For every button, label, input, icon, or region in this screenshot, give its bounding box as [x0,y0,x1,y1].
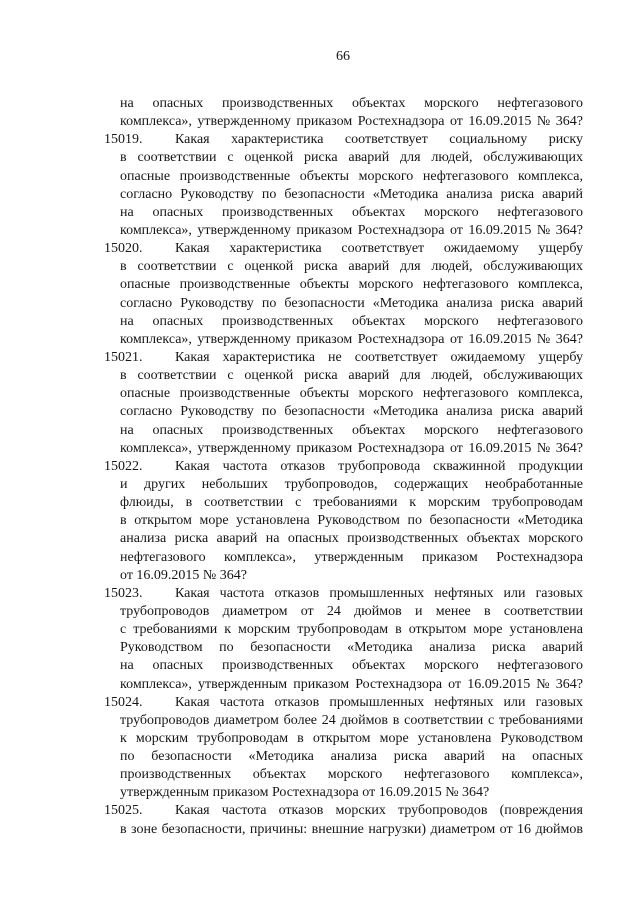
question-number: 15021. [104,349,143,365]
question-text-line: согласно Руководству по безопасности «Методика анализа риска аварий [120,186,583,202]
question-text-line: в соответствии с оценкой риска аварий для людей, обслуживающих [120,259,583,275]
text-line [0,204,640,222]
question-text-line: Какая частота отказов промышленных нефтяных или газовых [175,694,583,710]
text-line [0,403,640,421]
question-item [0,349,640,458]
question-text-line: Какая характеристика соответствует социальному риску [175,132,583,148]
question-text-line: опасные производственные объекты морского нефтегазового комплекса, [120,386,583,402]
text-line [0,766,640,784]
text-line [0,621,640,639]
question-text-line: Какая характеристика не соответствует ожидаемому ущербу [175,349,583,365]
question-text-line: производственных объектах морского нефтегазового комплекса», [120,767,583,783]
text-line [0,585,640,603]
text-line [0,440,640,458]
question-text-line: согласно Руководству по безопасности «Методика анализа риска аварий [120,404,583,420]
question-text-line: и других небольших трубопроводов, содержащих необработанные [120,476,583,492]
text-line [0,657,640,675]
text-line [0,712,640,730]
question-text-line: нефтегазового комплекса», утвержденным приказом Ростехнадзора [120,549,583,565]
question-number: 15023. [104,585,143,601]
text-line [0,476,640,494]
question-number: 15025. [104,803,143,819]
question-text-line: на опасных производственных объектах морского нефтегазового [120,422,583,438]
question-text-line: на опасных производственных объектах морского нефтегазового [120,204,583,220]
question-text-line: комплекса», утвержденным приказом Ростехнадзора от 16.09.2015 № 364? [120,676,583,692]
question-text-line: в зоне безопасности, причины: внешние нагрузки) диаметром от 16 дюймов [120,821,583,837]
question-text-line: опасные производственные объекты морского нефтегазового комплекса, [120,277,583,293]
question-number: 15024. [104,694,143,710]
question-number: 15020. [104,241,143,257]
text-line [0,549,640,567]
question-text-line: на опасных производственных объектах морского нефтегазового [120,313,583,329]
text-line [0,802,640,820]
question-text-line: в соответствии с оценкой риска аварий для людей, обслуживающих [120,368,583,384]
question-text-line: анализа риска аварий на опасных производственных объектах морского [120,531,583,547]
question-text-line: Какая частота отказов промышленных нефтяных или газовых [175,585,583,601]
question-text-line: в открытом море установлена Руководством по безопасности «Методика [120,513,583,529]
text-line [0,131,640,149]
text-line [0,168,640,186]
text-line [0,313,640,331]
question-text-line: от 16.09.2015 № 364? [120,567,248,583]
question-text-line: по безопасности «Методика анализа риска аварий на опасных [120,749,583,765]
question-item [0,131,640,240]
question-text-line: трубопроводов диаметром более 24 дюймов в соответствии с требованиями [120,712,583,728]
text-line [0,784,640,802]
text-line [0,367,640,385]
text-line [0,567,640,585]
question-text-line: Какая частота отказов морских трубопроводов (повреждения [175,803,583,819]
question-text-line: в соответствии с оценкой риска аварий для людей, обслуживающих [120,150,583,166]
question-text-line: флюиды, в соответствии с требованиями к морским трубопроводам [120,495,583,511]
question-text-line: с требованиями к морским трубопроводам в открытом море установлена [120,622,583,638]
text-line [0,639,640,657]
continuation-paragraph [0,95,640,131]
text-line [0,730,640,748]
text-line [0,422,640,440]
question-text-line: на опасных производственных объектах морского нефтегазового [120,658,583,674]
text-line [0,530,640,548]
text-line [0,512,640,530]
text-line [0,95,640,113]
text-line [0,748,640,766]
text-line [0,240,640,258]
text-line [0,149,640,167]
text-line [0,331,640,349]
text-line [0,676,640,694]
question-item [0,458,640,585]
question-item [0,694,640,803]
question-text-line: комплекса», утвержденному приказом Ростехнадзора от 16.09.2015 № 364? [120,222,583,238]
question-item [0,585,640,694]
question-item [0,240,640,349]
text-line [0,113,640,131]
continuation-line: на опасных производственных объектах морского нефтегазового [120,96,583,111]
question-text-line: Какая характеристика соответствует ожидаемому ущербу [175,241,583,257]
text-line [0,385,640,403]
question-text-line: комплекса», утвержденному приказом Ростехнадзора от 16.09.2015 № 364? [120,440,583,456]
text-line [0,222,640,240]
question-text-line: опасные производственные объекты морского нефтегазового комплекса, [120,168,583,184]
question-text-line: утвержденным приказом Ростехнадзора от 16.09.2015 № 364? [120,785,490,801]
text-line [0,349,640,367]
question-text-line: Какая частота отказов трубопровода скважинной продукции [175,458,583,474]
text-line [0,258,640,276]
text-line [0,458,640,476]
question-item [0,802,640,838]
text-line [0,821,640,839]
continuation-line: комплекса», утвержденному приказом Ростехнадзора от 16.09.2015 № 364? [120,114,583,130]
text-line [0,186,640,204]
text-line [0,694,640,712]
text-line [0,276,640,294]
text-line [0,295,640,313]
page-number: 66 [336,49,350,64]
question-text-line: к морским трубопроводам в открытом море установлена Руководством [120,730,583,746]
text-line [0,494,640,512]
question-text-line: согласно Руководству по безопасности «Методика анализа риска аварий [120,295,583,311]
text-line [0,603,640,621]
question-text-line: комплекса», утвержденному приказом Ростехнадзора от 16.09.2015 № 364? [120,331,583,347]
question-number: 15022. [104,458,143,474]
question-text-line: Руководством по безопасности «Методика анализа риска аварий [120,640,583,656]
question-number: 15019. [104,132,143,148]
question-text-line: трубопроводов диаметром от 24 дюймов и менее в соответствии [120,603,583,619]
document-body [0,95,640,839]
